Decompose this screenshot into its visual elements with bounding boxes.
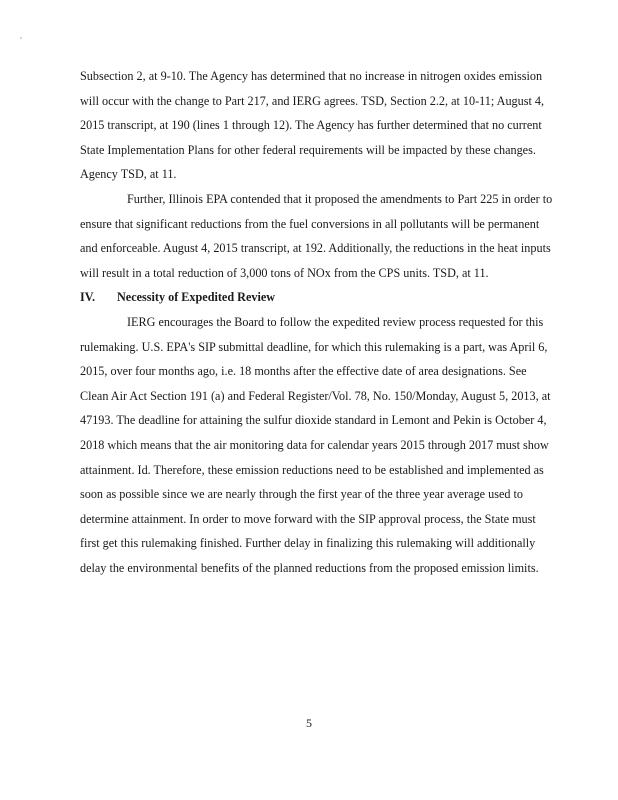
paragraph-3 (80, 310, 550, 581)
text-line: Further, Illinois EPA contended that it proposed the amendments to Part 225 in order to (127, 191, 553, 206)
text-line: attainment. Id. Therefore, these emission reductions need to be established and implemented as (80, 462, 544, 477)
text-line: determine attainment. In order to move forward with the SIP approval process, the State must (80, 511, 536, 526)
section-heading (80, 285, 550, 310)
text-line: 2015, over four months ago, i.e. 18 months after the effective date of area designations. See (80, 364, 527, 379)
paragraph-2 (80, 187, 553, 285)
page-number: 5 (306, 716, 312, 730)
text-line: first get this rulemaking finished. Further delay in finalizing this rulemaking will additionally (80, 536, 536, 551)
text-line: soon as possible since we are nearly through the first year of the three year average used to (80, 487, 523, 502)
text-line: State Implementation Plans for other federal requirements will be impacted by these changes. (80, 142, 536, 157)
text-line: Agency TSD, at 11. (80, 167, 177, 182)
text-line: and enforceable. August 4, 2015 transcript, at 192. Additionally, the reductions in the heat inputs (80, 241, 551, 256)
section-title: Necessity of Expedited Review (117, 290, 276, 305)
text-line: IERG encourages the Board to follow the expedited review process requested for this (127, 314, 544, 329)
text-line: Subsection 2, at 9-10. The Agency has determined that no increase in nitrogen oxides emission (80, 69, 543, 83)
scan-speck (20, 37, 22, 39)
text-line: ensure that significant reductions from the fuel conversions in all pollutants will be permanent (80, 216, 540, 231)
section-number: IV. (80, 290, 96, 305)
text-line: will occur with the change to Part 217, and IERG agrees. TSD, Section 2.2, at 10-11; August 4, (80, 93, 545, 108)
text-line: Clean Air Act Section 191 (a) and Federal Register/Vol. 78, No. 150/Monday, August 5, 2013, at (80, 388, 551, 403)
text-line: will result in a total reduction of 3,000 tons of NOx from the CPS units. TSD, at 11. (80, 265, 489, 280)
text-line: 2015 transcript, at 190 (lines 1 through 12). The Agency has further determined that no current (80, 118, 542, 133)
text-line: 47193. The deadline for attaining the sulfur dioxide standard in Lemont and Pekin is October 4, (80, 413, 547, 428)
text-line: 2018 which means that the air monitoring data for calendar years 2015 through 2017 must show (80, 437, 549, 452)
paragraph-1 (80, 64, 550, 187)
text-line: rulemaking. U.S. EPA's SIP submittal deadline, for which this rulemaking is a part, was April 6, (80, 339, 548, 354)
text-line: delay the environmental benefits of the planned reductions from the proposed emission limits. (80, 560, 539, 575)
document-body (80, 64, 553, 580)
